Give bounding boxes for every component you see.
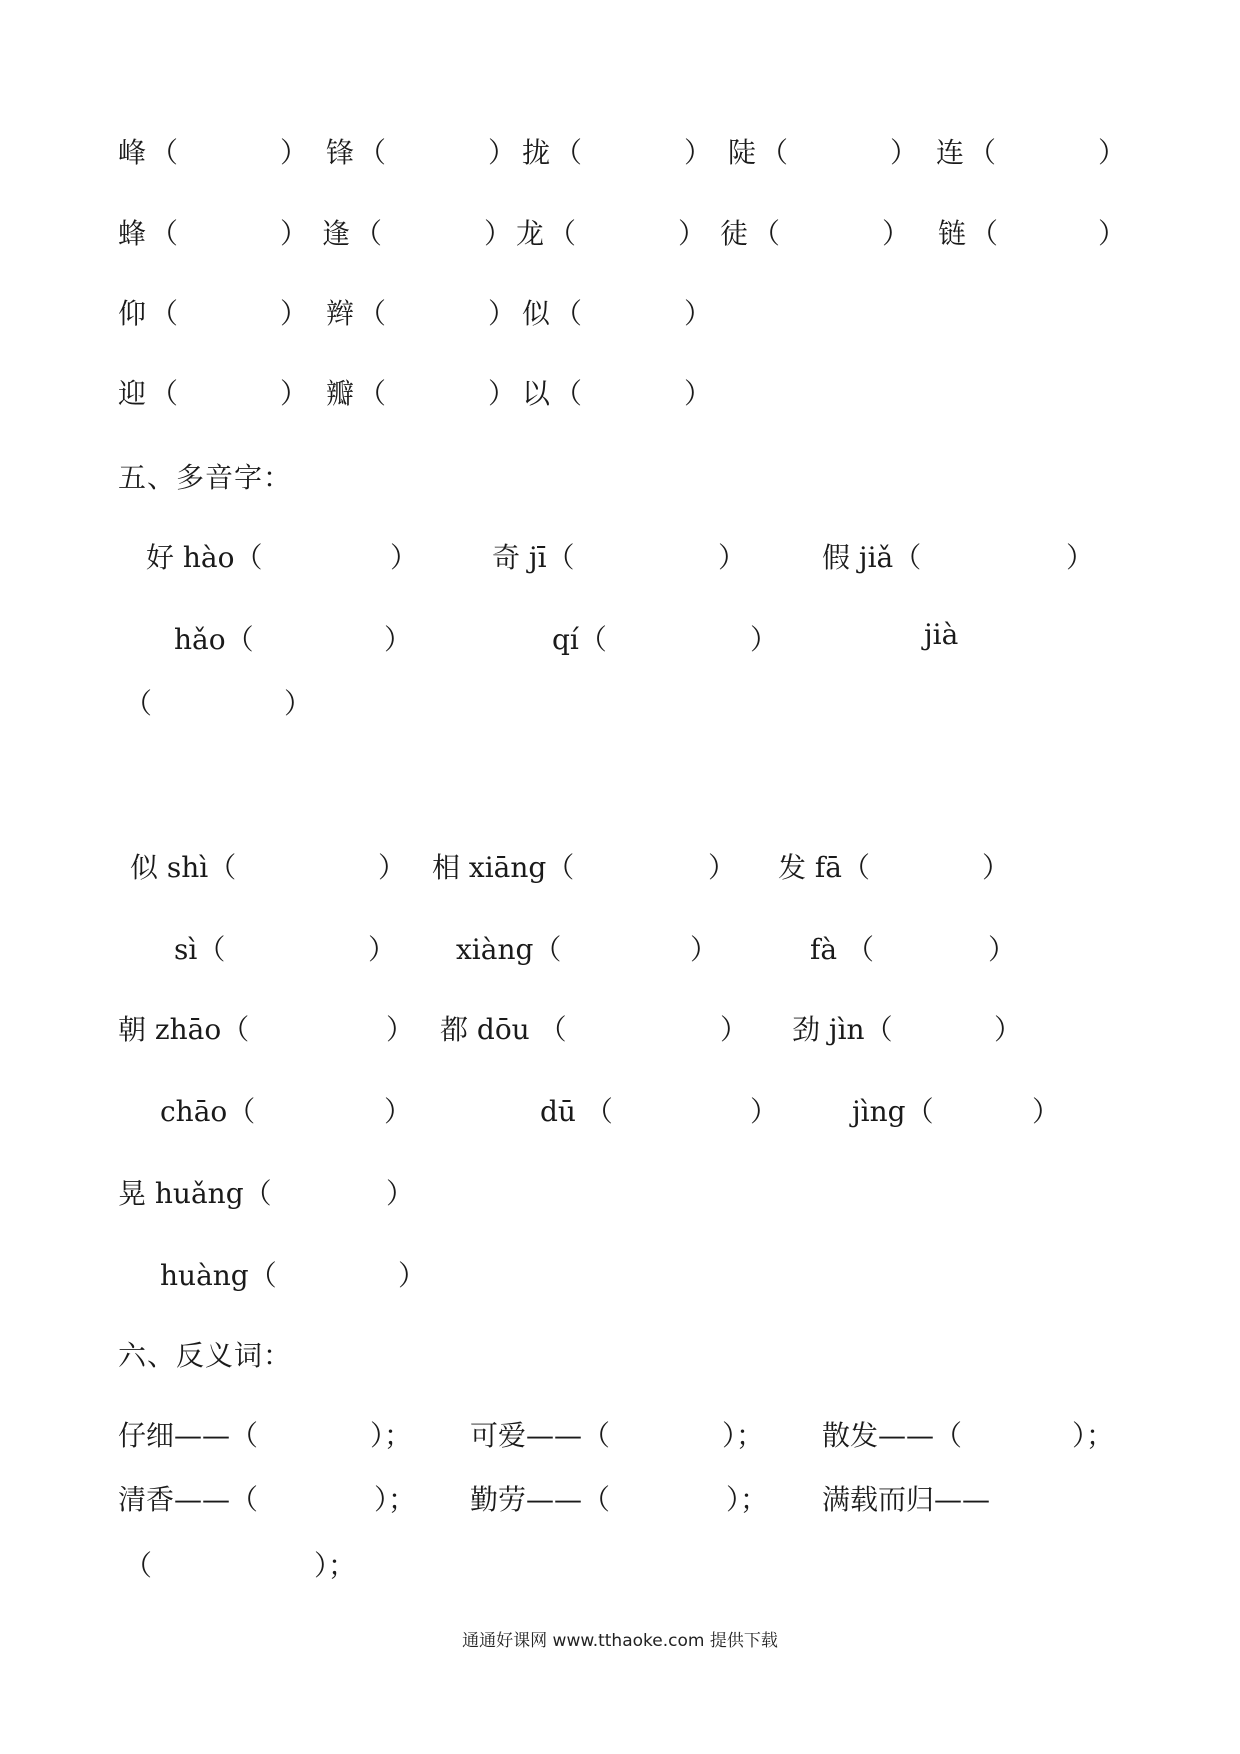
entry: dū （ [540,1095,613,1128]
antonym-entry: 勤劳——（ [470,1483,611,1516]
entry: qí（ [552,623,607,656]
close-paren: ） [488,136,517,169]
close-paren: ） [384,623,413,656]
close-paren: ） [684,377,713,410]
char: 龙 [516,217,545,250]
entry: 晃 huǎng（ [118,1177,272,1210]
close-paren: ） [280,217,309,250]
antonym-entry: 满载而归—— [822,1483,991,1516]
antonym-entry: 仔细——（ [118,1419,259,1452]
entry: 似 shì（ [130,851,237,884]
entry: 发 fā（ [778,851,870,884]
close-paren: ）； [314,1549,357,1582]
open-paren: （ [548,217,577,250]
close-paren: ） [708,851,737,884]
open-paren: （ [968,136,997,169]
section-6-title: 六、反义词： [118,1339,293,1372]
entry: 都 dōu （ [440,1013,567,1046]
close-paren: ） [1098,136,1127,169]
open-paren: （ [150,297,179,330]
close-paren: ） [1032,1095,1061,1128]
close-paren: ） [882,217,911,250]
entry: fà （ [810,933,874,966]
close-paren: ） [378,851,407,884]
antonym-entry: 清香——（ [118,1483,259,1516]
open-paren: （ [354,217,383,250]
char: 陡 [728,136,757,169]
entry: hǎo（ [174,623,254,656]
entry: xiàng（ [456,933,562,966]
open-paren: （ [970,217,999,250]
open-paren: （ [760,136,789,169]
char: 锋 [326,136,355,169]
close-paren: ） [718,541,747,574]
close-paren: ） [1098,217,1127,250]
char: 仰 [118,297,147,330]
open-paren: （ [554,297,583,330]
close-paren: ） [684,136,713,169]
char: 似 [522,297,551,330]
char: 连 [936,136,965,169]
close-paren: ） [386,1013,415,1046]
close-paren: ） [398,1259,427,1292]
close-paren: ） [284,687,313,720]
open-paren: （ [554,377,583,410]
antonym-entry: 可爱——（ [470,1419,611,1452]
entry: sì（ [174,933,226,966]
entry: 假 jiǎ（ [822,541,922,574]
entry: jìng（ [852,1095,934,1128]
entry: 奇 jī（ [492,541,575,574]
entry: jià [924,618,959,651]
close-paren: ） [488,377,517,410]
close-paren: ） [750,623,779,656]
close-paren: ） [488,297,517,330]
open-paren: （ [124,687,153,720]
char: 迎 [118,377,147,410]
close-paren: ） [280,377,309,410]
entry: 朝 zhāo（ [118,1013,250,1046]
antonym-entry: 散发——（ [822,1419,963,1452]
char: 以 [522,377,551,410]
entry: chāo（ [160,1095,256,1128]
close-paren: ） [994,1013,1023,1046]
close-paren: ） [368,933,397,966]
char: 拢 [522,136,551,169]
close-paren: ） [280,297,309,330]
char: 辫 [326,297,355,330]
close-paren: ） [720,1013,749,1046]
close-paren: ）； [722,1419,765,1452]
close-paren: ） [386,1177,415,1210]
entry: huàng（ [160,1259,277,1292]
close-paren: ） [1066,541,1095,574]
close-paren: ） [750,1095,779,1128]
close-paren: ）； [374,1483,417,1516]
close-paren: ） [678,217,707,250]
char: 逢 [322,217,351,250]
open-paren: （ [358,377,387,410]
close-paren: ） [982,851,1011,884]
open-paren: （ [150,377,179,410]
close-paren: ） [390,541,419,574]
close-paren: ） [890,136,919,169]
close-paren: ） [384,1095,413,1128]
open-paren: （ [358,297,387,330]
open-paren: （ [150,136,179,169]
char: 蜂 [118,217,147,250]
char: 峰 [118,136,147,169]
char: 瓣 [326,377,355,410]
open-paren: （ [752,217,781,250]
entry: 劲 jìn（ [792,1013,893,1046]
open-paren: （ [358,136,387,169]
open-paren: （ [150,217,179,250]
open-paren: （ [554,136,583,169]
entry: 好 hào（ [146,541,263,574]
close-paren: ） [690,933,719,966]
close-paren: ） [684,297,713,330]
close-paren: ） [988,933,1017,966]
close-paren: ）； [1072,1419,1115,1452]
section-5-title: 五、多音字： [118,461,293,494]
char: 链 [938,217,967,250]
open-paren: （ [124,1549,153,1582]
char: 徒 [720,217,749,250]
close-paren: ） [280,136,309,169]
footer-credit: 通通好课网 www.tthaoke.com 提供下载 [462,1631,778,1651]
entry: 相 xiāng（ [432,851,575,884]
close-paren: ） [484,217,513,250]
close-paren: ）； [370,1419,413,1452]
close-paren: ）； [726,1483,769,1516]
